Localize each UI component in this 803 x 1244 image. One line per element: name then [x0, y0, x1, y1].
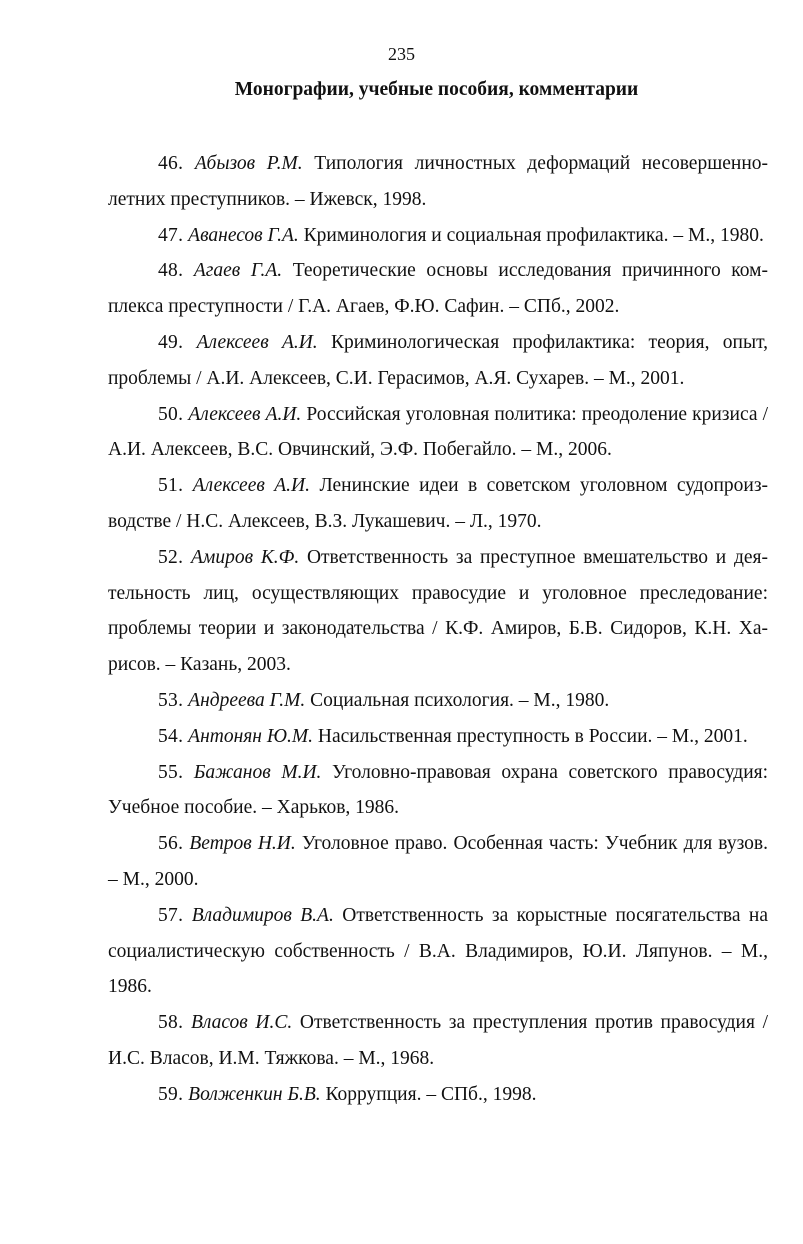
entry-text: Криминологическая профилактика: теория, опыт, проблемы / А.И. Алексеев, С.И. Герасимов, А.Я. Сухарев. – М., 2001. [108, 331, 768, 389]
bibliography-entry [108, 898, 768, 1005]
entry-author: Абызов Р.М. [194, 153, 303, 174]
bibliography-list [108, 146, 768, 1113]
entry-number: 57. [158, 904, 184, 926]
bibliography-entry [108, 719, 768, 755]
entry-text: Ответственность за преступное вмешательство и деятельность лиц, осуществляющих правосудие и уголовное преследование: проблемы теории и законодательства / К.Ф. Амиров, Б.В. Сидоров, К.Н. Харисов. – Казань, 2003. [108, 546, 768, 676]
entry-author: Амиров К.Ф. [191, 546, 300, 568]
entry-author: Волженкин Б.В. [188, 1083, 321, 1105]
entry-number: 46. [158, 153, 184, 174]
bibliography-entry [108, 1077, 768, 1113]
entry-number: 58. [158, 1012, 184, 1034]
bibliography-entry [108, 253, 768, 325]
entry-number: 59. [158, 1083, 184, 1105]
bibliography-entry [108, 146, 768, 218]
entry-author: Власов И.С. [190, 1012, 293, 1034]
entry-number: 51. [158, 475, 184, 497]
entry-author: Алексеев А.И. [196, 331, 318, 353]
bibliography-entry [108, 218, 768, 254]
bibliography-entry [108, 826, 768, 898]
entry-number: 50. [158, 403, 184, 425]
entry-number: 56. [158, 833, 184, 855]
entry-author: Андреева Г.М. [188, 689, 306, 711]
entry-text: Ленинские идеи в советском уголовном судопроизводстве / Н.С. Алексеев, В.З. Лукашевич. – Л., 1970. [108, 475, 769, 532]
bibliography-entry [108, 683, 768, 719]
entry-text: Ответственность за корыстные посягательства на социалистическую собственность / В.А. Владимиров, Ю.И. Ляпунов. – М., 1986. [108, 904, 768, 998]
entry-number: 55. [158, 761, 184, 783]
bibliography-entry [108, 540, 768, 683]
entry-text: Российская уголовная политика: преодоление кризиса / А.И. Алексеев, В.С. Овчинский, Э.Ф. Побегайло. – М., 2006. [108, 403, 768, 461]
entry-text: Криминология и социальная профилактика. – М., 1980. [303, 224, 764, 246]
bibliography-entry [108, 468, 768, 540]
entry-number: 54. [158, 725, 184, 747]
entry-author: Владимиров В.А. [191, 904, 334, 926]
bibliography-entry [108, 1005, 768, 1077]
entry-text: Уголовно-правовая охрана советского правосудия: Учебное пособие. – Харьков, 1986. [108, 761, 769, 819]
entry-text: Теоретические основы исследования причинного комплекса преступности / Г.А. Агаев, Ф.Ю. Сафин. – СПб., 2002. [108, 260, 769, 318]
entry-text: Уголовное право. Особенная часть: Учебник для вузов. – М., 2000. [108, 833, 769, 890]
section-heading: Монографии, учебные пособия, комментарии [234, 79, 639, 100]
entry-author: Алексеев А.И. [188, 403, 302, 425]
bibliography-entry [108, 325, 768, 397]
entry-author: Аванесов Г.А. [188, 224, 299, 246]
bibliography-entry [108, 397, 768, 469]
entry-number: 49. [158, 331, 184, 353]
entry-text: Насильственная преступность в России. – М., 2001. [317, 725, 748, 747]
entry-text: Коррупция. – СПб., 1998. [325, 1083, 537, 1105]
bibliography-entry [108, 755, 768, 827]
entry-author: Бажанов М.И. [193, 761, 322, 783]
entry-number: 48. [158, 260, 184, 282]
entry-number: 53. [158, 689, 184, 711]
entry-text: Ответственность за преступления против правосудия / И.С. Власов, И.М. Тяжкова. – М., 1968. [108, 1012, 769, 1069]
entry-author: Антонян Ю.М. [188, 725, 313, 747]
entry-number: 47. [158, 224, 184, 246]
entry-number: 52. [158, 546, 184, 568]
entry-author: Агаев Г.А. [193, 260, 283, 282]
entry-text: Социальная психология. – М., 1980. [310, 689, 610, 711]
entry-author: Ветров Н.И. [189, 833, 296, 855]
entry-author: Алексеев А.И. [192, 475, 310, 497]
page-number: 235 [388, 44, 415, 64]
entry-text: Типология личностных деформаций несовершеннолетних преступников. – Ижевск, 1998. [108, 153, 769, 210]
